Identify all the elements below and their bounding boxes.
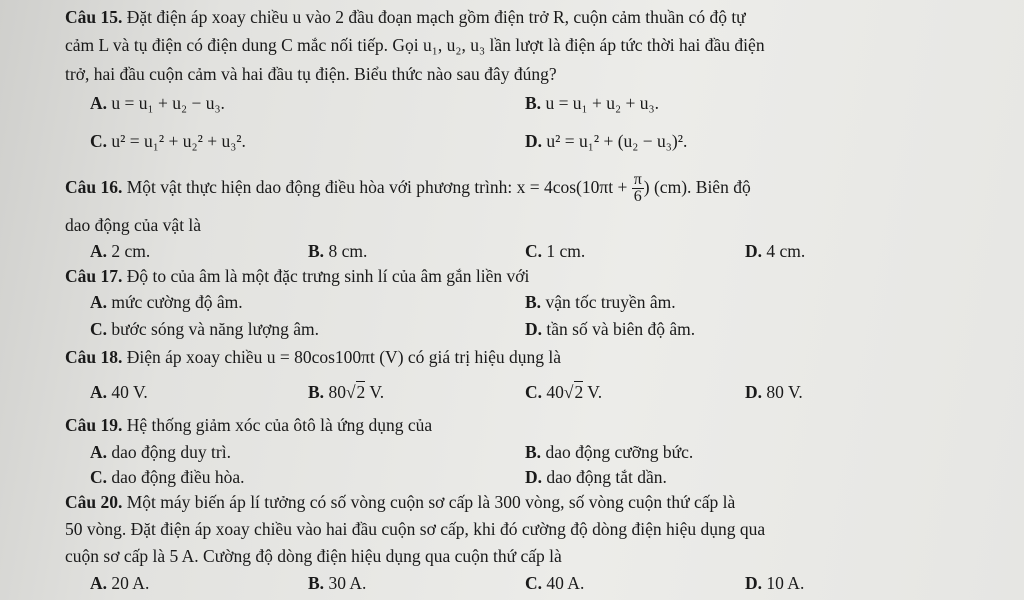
q16-equation-pre: x = 4cos(10πt + bbox=[516, 177, 628, 197]
q18-option-b[interactable] bbox=[308, 381, 384, 403]
option-text: u = u₁ + u₂ + u₃. bbox=[545, 93, 659, 113]
option-label: A. bbox=[90, 573, 108, 593]
option-label: A. bbox=[90, 382, 108, 402]
option-label: A. bbox=[90, 292, 108, 312]
q18-option-c[interactable] bbox=[525, 381, 602, 403]
option-label: D. bbox=[745, 382, 763, 402]
q16-text-2: dao động của vật là bbox=[65, 215, 202, 235]
q20-title: Câu 20. bbox=[65, 492, 123, 512]
option-text: 1 cm. bbox=[546, 241, 586, 261]
option-label: D. bbox=[525, 131, 543, 151]
q15-line-3 bbox=[65, 63, 557, 85]
q20-option-c[interactable] bbox=[525, 572, 584, 594]
option-label: D. bbox=[745, 241, 763, 261]
option-label: D. bbox=[745, 573, 763, 593]
q19-title: Câu 19. bbox=[65, 415, 123, 435]
q16-option-a[interactable] bbox=[90, 240, 150, 262]
q20-line-3 bbox=[65, 545, 562, 567]
q19-text-1: Hệ thống giảm xóc của ôtô là ứng dụng của bbox=[126, 415, 433, 435]
option-label: B. bbox=[308, 382, 325, 402]
option-text: 30 A. bbox=[328, 573, 367, 593]
option-coef: 80 bbox=[328, 382, 346, 402]
q19-line-1 bbox=[65, 414, 432, 436]
option-text: tần số và biên độ âm. bbox=[546, 319, 696, 339]
option-text: 2 cm. bbox=[111, 241, 151, 261]
q19-option-a[interactable] bbox=[90, 441, 231, 463]
q16-option-c[interactable] bbox=[525, 240, 585, 262]
q16-fraction-den: 6 bbox=[633, 188, 642, 206]
q18-line-1 bbox=[65, 346, 561, 368]
option-text: 40 V. bbox=[111, 382, 148, 402]
option-label: C. bbox=[525, 573, 543, 593]
option-coef: 40 bbox=[546, 382, 564, 402]
sqrt-icon: √ bbox=[345, 382, 356, 402]
sqrt-icon: √ bbox=[563, 382, 574, 402]
option-label: C. bbox=[525, 241, 543, 261]
option-text: 40 A. bbox=[546, 573, 585, 593]
option-text: 8 cm. bbox=[328, 241, 368, 261]
q15-title: Câu 15. bbox=[65, 7, 123, 27]
q15-option-d[interactable] bbox=[525, 130, 687, 152]
option-text: u² = u₁² + (u₂ − u₃)². bbox=[546, 131, 688, 151]
q20-text-2: 50 vòng. Đặt điện áp xoay chiều vào hai đầu cuộn sơ cấp, khi đó cường độ dòng điện hiệu dụng qua bbox=[65, 519, 766, 539]
option-label: B. bbox=[308, 573, 325, 593]
option-unit: V. bbox=[365, 382, 385, 402]
option-label: A. bbox=[90, 93, 108, 113]
option-text: mức cường độ âm. bbox=[111, 292, 243, 312]
q16-equation-post: ) (cm). Biên độ bbox=[643, 177, 751, 197]
q19-option-c[interactable] bbox=[90, 466, 245, 488]
option-label: A. bbox=[90, 442, 108, 462]
q20-line-1 bbox=[65, 491, 735, 513]
q16-option-d[interactable] bbox=[745, 240, 805, 262]
q16-title: Câu 16. bbox=[65, 177, 123, 197]
option-label: D. bbox=[525, 467, 543, 487]
q15-option-c[interactable] bbox=[90, 130, 246, 152]
q20-line-2 bbox=[65, 518, 765, 540]
option-text: 80 V. bbox=[766, 382, 803, 402]
option-label: A. bbox=[90, 241, 108, 261]
option-text: 20 A. bbox=[111, 573, 150, 593]
q15-option-a[interactable] bbox=[90, 92, 225, 114]
option-text: u² = u₁² + u₂² + u₃². bbox=[111, 131, 246, 151]
q18-option-d[interactable] bbox=[745, 381, 803, 403]
q17-option-c[interactable] bbox=[90, 318, 319, 340]
option-text: 4 cm. bbox=[766, 241, 806, 261]
option-text: dao động tắt dần. bbox=[546, 467, 667, 487]
q18-text-1b: có giá trị hiệu dụng là bbox=[407, 347, 561, 367]
q17-option-b[interactable] bbox=[525, 291, 676, 313]
option-label: B. bbox=[308, 241, 325, 261]
q17-line-1 bbox=[65, 265, 529, 287]
q15-line-2 bbox=[65, 34, 765, 56]
q17-option-a[interactable] bbox=[90, 291, 243, 313]
q17-title: Câu 17. bbox=[65, 266, 123, 286]
q15-text-1: Đặt điện áp xoay chiều u vào 2 đầu đoạn mạch gồm điện trở R, cuộn cảm thuần có độ tự bbox=[126, 7, 746, 27]
option-text: dao động điều hòa. bbox=[111, 467, 245, 487]
q16-line-1 bbox=[65, 170, 751, 205]
option-label: C. bbox=[90, 467, 108, 487]
q15-option-b[interactable] bbox=[525, 92, 659, 114]
option-label: C. bbox=[90, 319, 108, 339]
option-label: C. bbox=[90, 131, 108, 151]
q18-option-a[interactable] bbox=[90, 381, 148, 403]
option-label: B. bbox=[525, 442, 542, 462]
option-text: dao động duy trì. bbox=[111, 442, 231, 462]
q16-fraction-num: π bbox=[633, 171, 642, 189]
q16-line-2 bbox=[65, 214, 201, 236]
q20-text-3: cuộn sơ cấp là 5 A. Cường độ dòng điện hiệu dụng qua cuộn thứ cấp là bbox=[65, 546, 562, 566]
option-radicand: 2 bbox=[574, 382, 584, 402]
option-radicand: 2 bbox=[356, 382, 366, 402]
q19-option-b[interactable] bbox=[525, 441, 693, 463]
option-text: u = u₁ + u₂ − u₃. bbox=[111, 93, 225, 113]
q18-text-1: Điện áp xoay chiều bbox=[126, 347, 263, 367]
option-text: 10 A. bbox=[766, 573, 805, 593]
q20-option-b[interactable] bbox=[308, 572, 366, 594]
q15-text-2: cảm L và tụ điện có điện dung C mắc nối tiếp. Gọi bbox=[65, 35, 419, 55]
q15-vars: u₁, u₂, u₃ bbox=[423, 35, 486, 55]
q17-option-d[interactable] bbox=[525, 318, 695, 340]
option-text: bước sóng và năng lượng âm. bbox=[111, 319, 319, 339]
q15-line-1 bbox=[65, 6, 746, 28]
option-text: dao động cưỡng bức. bbox=[545, 442, 694, 462]
option-label: C. bbox=[525, 382, 543, 402]
option-label: D. bbox=[525, 319, 543, 339]
q16-fraction bbox=[632, 172, 644, 205]
q20-option-a[interactable] bbox=[90, 572, 149, 594]
q15-text-2b: lần lượt là điện áp tức thời hai đầu điện bbox=[489, 35, 765, 55]
option-unit: V. bbox=[583, 382, 603, 402]
q19-option-d[interactable] bbox=[525, 466, 667, 488]
q20-option-d[interactable] bbox=[745, 572, 804, 594]
q15-text-3: trở, hai đầu cuộn cảm và hai đầu tụ điện. Biểu thức nào sau đây đúng? bbox=[65, 64, 557, 84]
q17-text-1: Độ to của âm là một đặc trưng sinh lí của âm gắn liền với bbox=[126, 266, 530, 286]
q16-text-1: Một vật thực hiện dao động điều hòa với phương trình: bbox=[126, 177, 513, 197]
option-text: vận tốc truyền âm. bbox=[545, 292, 676, 312]
option-label: B. bbox=[525, 292, 542, 312]
q20-text-1: Một máy biến áp lí tưởng có số vòng cuộn sơ cấp là 300 vòng, số vòng cuộn thứ cấp là bbox=[126, 492, 736, 512]
q18-equation: u = 80cos100πt (V) bbox=[266, 347, 404, 367]
q16-option-b[interactable] bbox=[308, 240, 367, 262]
option-label: B. bbox=[525, 93, 542, 113]
q18-title: Câu 18. bbox=[65, 347, 123, 367]
